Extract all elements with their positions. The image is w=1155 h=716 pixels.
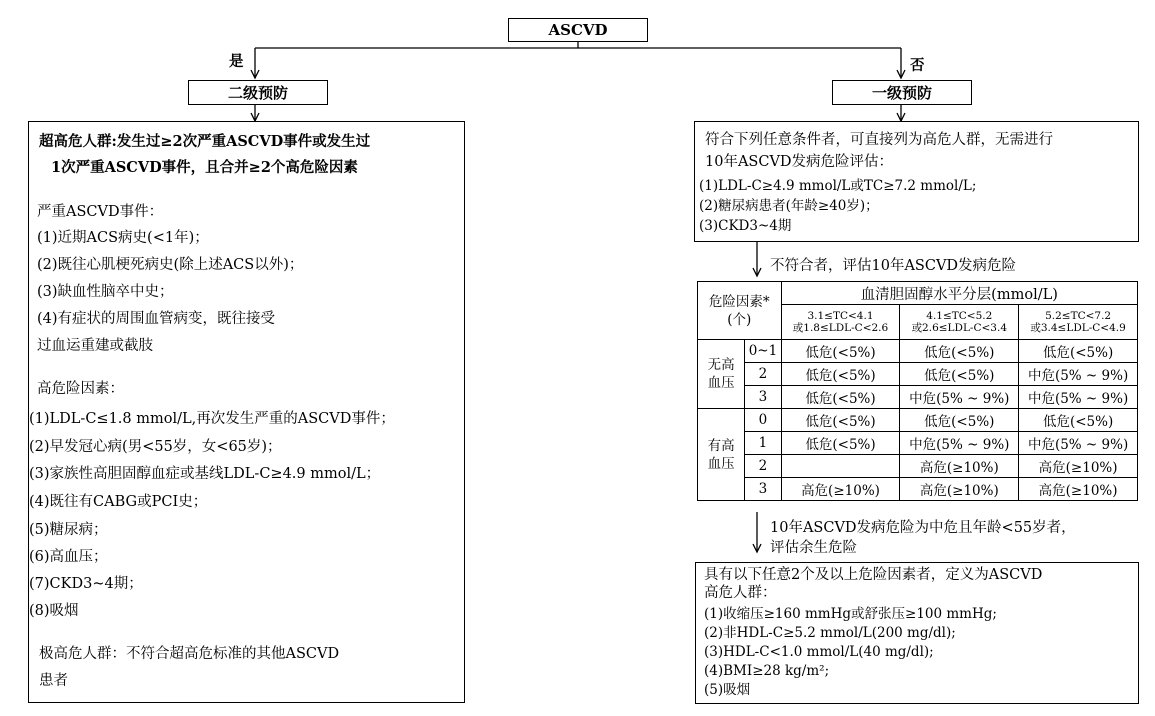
lifetime-item-4: (4)BMI≥28 kg/m²; — [704, 663, 830, 679]
col3-line2: 或3.4≤LDL-C<4.9 — [1030, 322, 1126, 334]
risk-cell: 低危(<5%) — [900, 409, 1019, 432]
col-header-1 — [781, 305, 900, 340]
risk-factor-2: (2)早发冠心病(男<55岁，女<65岁)； — [29, 439, 282, 455]
risk-factor-8: (8)吸烟 — [29, 603, 79, 619]
lifetime-line2: 评估余生危险 — [770, 540, 857, 556]
risk-count: 0~1 — [745, 340, 781, 363]
lifetime-item-5: (5)吸烟 — [704, 682, 751, 698]
risk-cell: 中危(5% ~ 9%) — [900, 432, 1019, 455]
table-row — [698, 409, 1138, 432]
direct-high-line2: 10年ASCVD发病危险评估： — [705, 154, 894, 170]
direct-high-line1: 符合下列任意条件者，可直接列为高危人群，无需进行 — [705, 132, 1053, 148]
severe-event-4: (4)有症状的周围血管病变，既往接受 — [37, 311, 276, 327]
risk-factor-5: (5)糖尿病； — [29, 522, 108, 538]
risk-cell: 高危(≥10%) — [900, 478, 1019, 501]
risk-count: 3 — [745, 478, 781, 501]
severe-event-4-cont: 过血运重建或截肢 — [37, 338, 153, 354]
evaluate-label: 不符合者，评估10年ASCVD发病危险 — [770, 258, 1017, 274]
risk-stratification-table — [697, 281, 1138, 501]
primary-prevention-label: 一级预防 — [871, 84, 932, 102]
direct-high-item1: (1)LDL-C≥4.9 mmol/L或TC≥7.2 mmol/L; — [699, 178, 977, 194]
lifetime-risk-box — [695, 562, 1139, 704]
risk-cell: 低危(<5%) — [900, 340, 1019, 363]
col1-line1: 3.1≤TC<4.1 — [807, 310, 874, 322]
risk-cell: 中危(5% ~ 9%) — [1019, 386, 1138, 409]
table-row — [698, 432, 1138, 455]
ascvd-box — [508, 18, 648, 42]
col-header-3 — [1019, 305, 1138, 340]
corner-cell — [698, 282, 782, 340]
risk-cell: 高危(≥10%) — [1019, 478, 1138, 501]
risk-factors-title: 高危险因素： — [37, 381, 124, 397]
table-row — [698, 455, 1138, 478]
secondary-prevention-label: 二级预防 — [227, 84, 288, 102]
group1-line2: 血压 — [707, 375, 735, 391]
lifetime-line1: 10年ASCVD发病危险为中危且年龄<55岁者， — [770, 520, 1076, 536]
group2-line2: 血压 — [707, 455, 735, 472]
risk-cell: 低危(<5%) — [1019, 409, 1138, 432]
lifetime-box-line2: 高危人群： — [704, 585, 777, 601]
cholesterol-header: 血清胆固醇水平分层(mmol/L) — [781, 282, 1137, 305]
risk-cell: 高危(≥10%) — [900, 455, 1019, 478]
severe-event-1: (1)近期ACS病史(<1年)； — [37, 230, 209, 246]
table-row — [698, 386, 1138, 409]
corner-line1: 危险因素* — [708, 293, 770, 310]
group2-line1: 有高 — [707, 437, 735, 454]
risk-cell: 高危(≥10%) — [781, 478, 900, 501]
direct-high-item3: (3)CKD3~4期 — [699, 218, 792, 234]
col2-line1: 4.1≤TC<5.2 — [926, 310, 993, 322]
col1-line2: 或1.8≤LDL-C<2.6 — [792, 322, 889, 334]
table-row — [698, 340, 1138, 363]
table-row — [698, 363, 1138, 386]
risk-cell: 低危(<5%) — [781, 409, 900, 432]
ultra-high-line2: 1次严重ASCVD事件，且合并≥2个高危险因素 — [51, 159, 358, 176]
risk-count: 2 — [745, 455, 781, 478]
direct-high-item2: (2)糖尿病患者(年龄≥40岁)； — [699, 198, 879, 214]
ultra-high-line1: 超高危人群:发生过≥2次严重ASCVD事件或发生过 — [39, 133, 371, 150]
severe-event-3: (3)缺血性脑卒中史； — [37, 284, 174, 300]
risk-cell: 高危(≥10%) — [1019, 455, 1138, 478]
yes-label: 是 — [229, 53, 244, 70]
risk-cell: 低危(<5%) — [781, 363, 900, 386]
risk-cell: 低危(<5%) — [781, 340, 900, 363]
risk-count: 2 — [745, 363, 781, 386]
lifetime-item-1: (1)收缩压≥160 mmHg或舒张压≥100 mmHg; — [704, 606, 997, 622]
risk-factor-3: (3)家族性高胆固醇血症或基线LDL-C≥4.9 mmol/L； — [29, 466, 381, 482]
risk-factor-6: (6)高血压； — [29, 549, 108, 565]
risk-cell: 低危(<5%) — [900, 363, 1019, 386]
severe-events-title: 严重ASCVD事件： — [37, 204, 164, 220]
risk-count: 0 — [745, 409, 781, 432]
risk-factor-4: (4)既往有CABG或PCI史； — [29, 494, 208, 510]
group-hypertension — [698, 409, 745, 501]
corner-line2: (个) — [727, 311, 752, 328]
risk-cell: 中危(5% ~ 9%) — [1019, 432, 1138, 455]
risk-cell: 中危(5% ~ 9%) — [1019, 363, 1138, 386]
lifetime-box-line1: 具有以下任意2个及以上危险因素者，定义为ASCVD — [704, 567, 1043, 583]
col2-line2: 或2.6≤LDL-C<3.4 — [911, 322, 1008, 334]
risk-count: 3 — [745, 386, 781, 409]
group1-line1: 无高 — [707, 357, 735, 373]
very-high-line1: 极高危人群：不符合超高危标准的其他ASCVD — [39, 646, 340, 662]
direct-high-risk-box — [694, 121, 1139, 242]
risk-factor-1: (1)LDL-C≤1.8 mmol/L,再次发生严重的ASCVD事件； — [29, 411, 395, 427]
ascvd-title: ASCVD — [548, 21, 608, 39]
secondary-prevention-content — [28, 121, 465, 703]
secondary-prevention-box — [188, 80, 328, 105]
very-high-line2: 患者 — [39, 673, 68, 689]
col3-line1: 5.2≤TC<7.2 — [1045, 310, 1112, 322]
lifetime-item-2: (2)非HDL-C≥5.2 mmol/L(200 mg/dl); — [704, 625, 956, 641]
risk-cell: 低危(<5%) — [781, 432, 900, 455]
risk-factor-7: (7)CKD3~4期； — [29, 576, 143, 592]
table-row — [698, 478, 1138, 501]
risk-cell: 中危(5% ~ 9%) — [900, 386, 1019, 409]
primary-prevention-box — [832, 80, 972, 105]
risk-count: 1 — [745, 432, 781, 455]
risk-cell: 低危(<5%) — [1019, 340, 1138, 363]
severe-event-2: (2)既往心肌梗死病史(除上述ACS以外)； — [37, 257, 304, 273]
risk-cell — [781, 455, 900, 478]
group-no-hypertension — [698, 340, 745, 409]
no-label: 否 — [910, 57, 925, 74]
col-header-2 — [900, 305, 1019, 340]
risk-cell: 低危(<5%) — [781, 386, 900, 409]
lifetime-item-3: (3)HDL-C<1.0 mmol/L(40 mg/dl); — [704, 644, 934, 660]
